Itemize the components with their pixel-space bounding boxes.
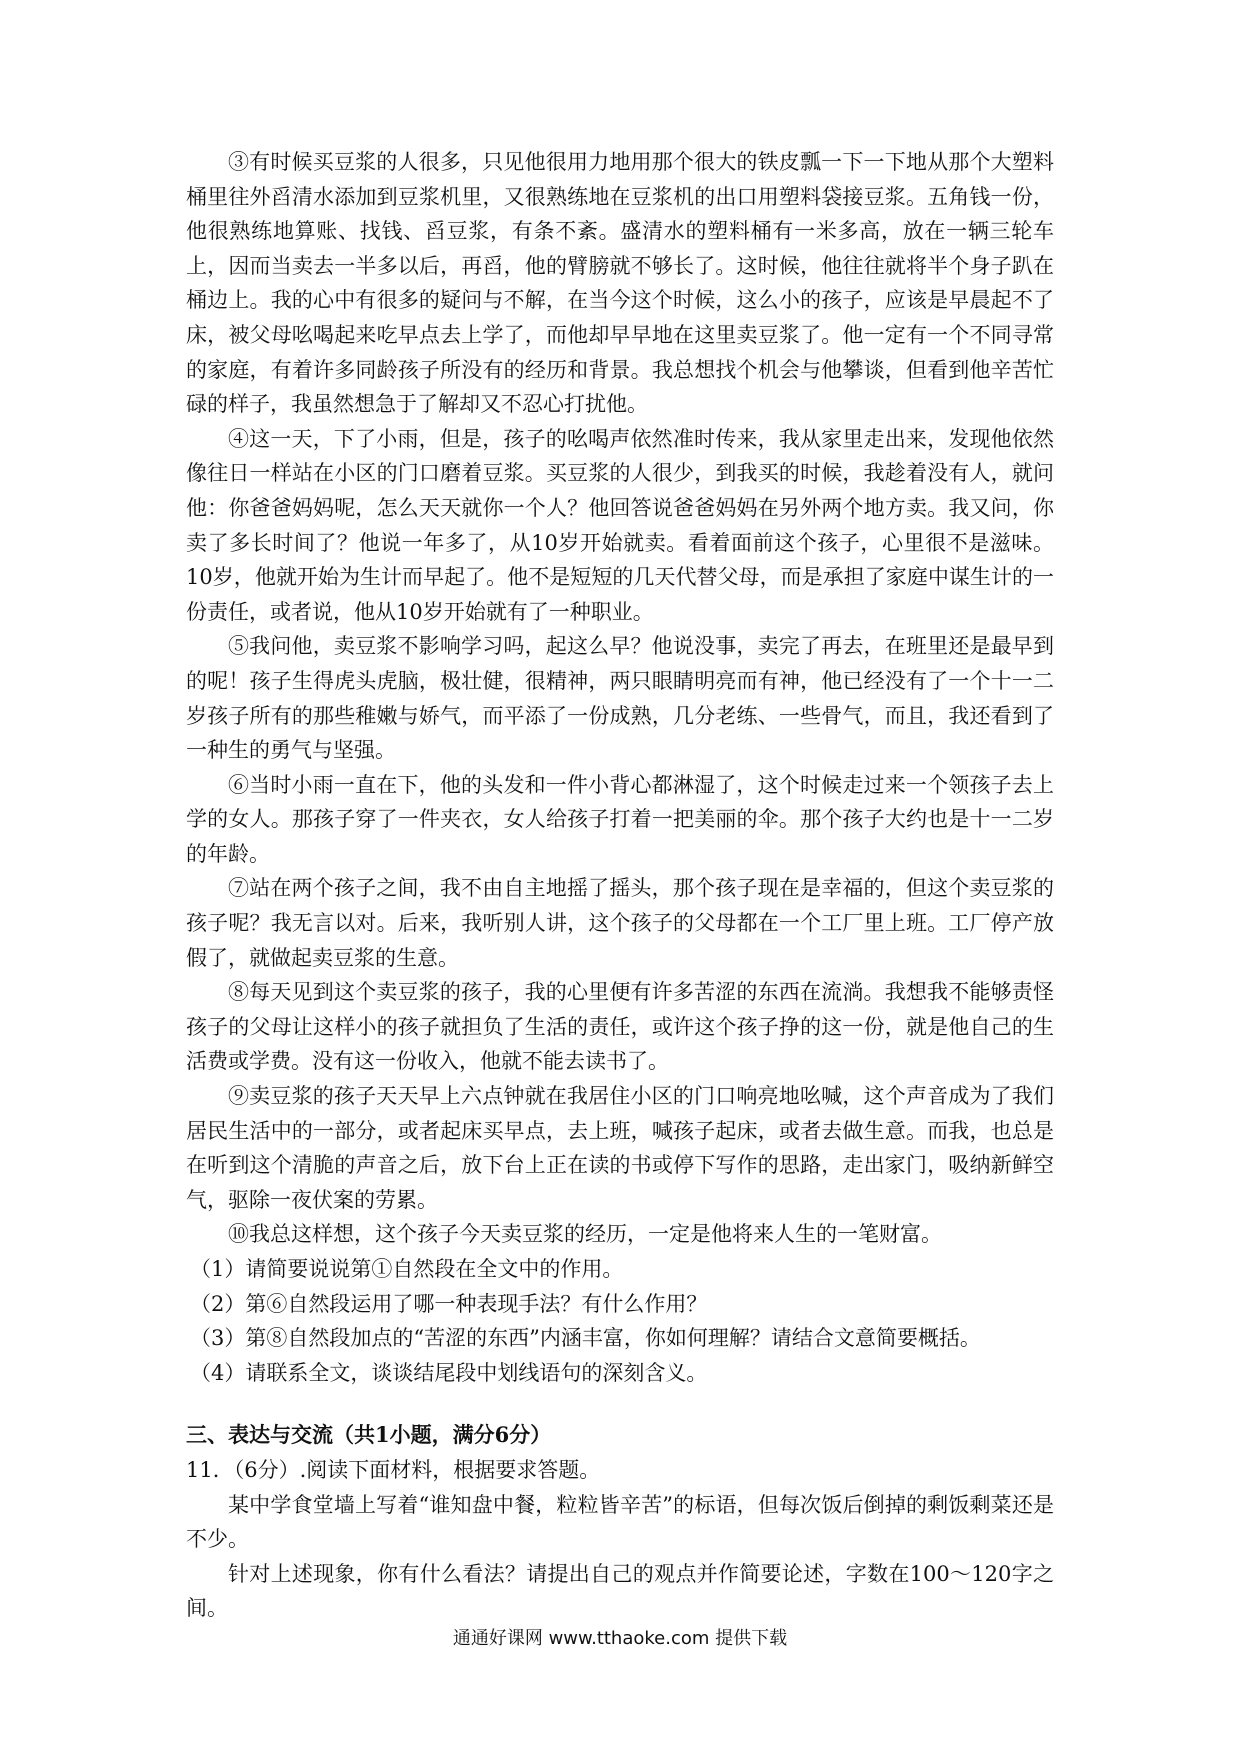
- section-heading: 三、表达与交流（共1小题，满分6分）: [186, 1422, 552, 1448]
- passage-paragraph-10: ⑩我总这样想，这个孩子今天卖豆浆的经历，一定是他将来人生的一笔财富。: [228, 1222, 942, 1247]
- question-1: （1）请简要说说第①自然段在全文中的作用。: [190, 1257, 624, 1281]
- question-4: （4）请联系全文，谈谈结尾段中划线语句的深刻含义。: [190, 1360, 708, 1385]
- passage-paragraph-5: ⑤我问他，卖豆浆不影响学习吗，起这么早？他说没事，卖完了再去，在班里还是最早到的呢！孩子生得虎头虎脑，极壮健，很精神，两只眼睛明亮而有神，他已经没有了一个十一二岁孩子所有的那些稚嫩与娇气，而平添了一份成熟，几分老练、一些骨气，而且，我还看到了一种生的勇气与坚强。: [186, 634, 1054, 763]
- question-2: （2）第⑥自然段运用了哪一种表现手法？有什么作用？: [190, 1291, 708, 1316]
- passage-paragraph-8: ⑧每天见到这个卖豆浆的孩子，我的心里便有许多苦涩的东西在流淌。我想我不能够责怪孩子的父母让这样小的孩子就担负了生活的责任，或许这个孩子挣的这一份，就是他自己的生活费或学费。没有这一份收入，他就不能去读书了。: [186, 980, 1054, 1074]
- question-3: （3）第⑧自然段加点的“苦涩的东西”内涵丰富，你如何理解？请结合文意简要概括。: [190, 1326, 981, 1351]
- passage-paragraph-9: ⑨卖豆浆的孩子天天早上六点钟就在我居住小区的门口响亮地吆喊，这个声音成为了我们居民生活中的一部分，或者起床买早点，去上班，喊孩子起床，或者去做生意。而我，也总是在听到这个清脆的声音之后，放下台上正在读的书或停下写作的思路，走出家门，吸纳新鲜空气，驱除一夜伏案的劳累。: [186, 1084, 1054, 1212]
- passage-paragraph-6: ⑥当时小雨一直在下，他的头发和一件小背心都淋湿了，这个时候走过来一个领孩子去上学的女人。那孩子穿了一件夹衣，女人给孩子打着一把美丽的伞。那个孩子大约也是十一二岁的年龄。: [186, 772, 1054, 866]
- passage-paragraph-7: ⑦站在两个孩子之间，我不由自主地摇了摇头，那个孩子现在是幸福的，但这个卖豆浆的孩子呢？我无言以对。后来，我听别人讲，这个孩子的父母都在一个工厂里上班。工厂停产放假了，就做起卖豆浆的生意。: [186, 876, 1054, 970]
- reading-passage: [186, 145, 1054, 1252]
- problem-requirement: 针对上述现象，你有什么看法？请提出自己的观点并作简要论述，字数在100～120字之间。: [186, 1561, 1054, 1621]
- page-footer: 通通好课网 www.tthaoke.com 提供下载: [452, 1628, 788, 1649]
- problem-material: 某中学食堂墙上写着“谁知盘中餐，粒粒皆辛苦”的标语，但每次饭后倒掉的剩饭剩菜还是不少。: [186, 1492, 1054, 1552]
- question-list: [186, 1252, 1054, 1390]
- passage-paragraph-4: ④这一天，下了小雨，但是，孩子的吆喝声依然准时传来，我从家里走出来，发现他依然像往日一样站在小区的门口磨着豆浆。买豆浆的人很少，到我买的时候，我趁着没有人，就问他：你爸爸妈妈呢，怎么天天就你一个人？他回答说爸爸妈妈在另外两个地方卖。我又问，你卖了多长时间了？他说一年多了，从10岁开始就卖。看着面前这个孩子，心里很不是滋味。10岁，他就开始为生计而早起了。他不是短短的几天代替父母，而是承担了家庭中谋生计的一份责任，或者说，他从10岁开始就有了一种职业。: [186, 426, 1054, 624]
- exam-page-content: [186, 145, 1054, 1626]
- problem-intro: 11．（6分）.阅读下面材料，根据要求答题。: [186, 1457, 601, 1482]
- passage-paragraph-3: ③有时候买豆浆的人很多，只见他很用力地用那个很大的铁皮瓢一下一下地从那个大塑料桶里往外舀清水添加到豆浆机里，又很熟练地在豆浆机的出口用塑料袋接豆浆。五角钱一份，他很熟练地算账、找钱、舀豆浆，有条不紊。盛清水的塑料桶有一米多高，放在一辆三轮车上，因而当卖去一半多以后，再舀，他的臂膀就不够长了。这时候，他往往就将半个身子趴在桶边上。我的心中有很多的疑问与不解，在当今这个时候，这么小的孩子，应该是早晨起不了床，被父母吆喝起来吃早点去上学了，而他却早早地在这里卖豆浆了。他一定有一个不同寻常的家庭，有着许多同龄孩子所没有的经历和背景。我总想找个机会与他攀谈，但看到他辛苦忙碌的样子，我虽然想急于了解却又不忍心打扰他。: [186, 150, 1054, 417]
